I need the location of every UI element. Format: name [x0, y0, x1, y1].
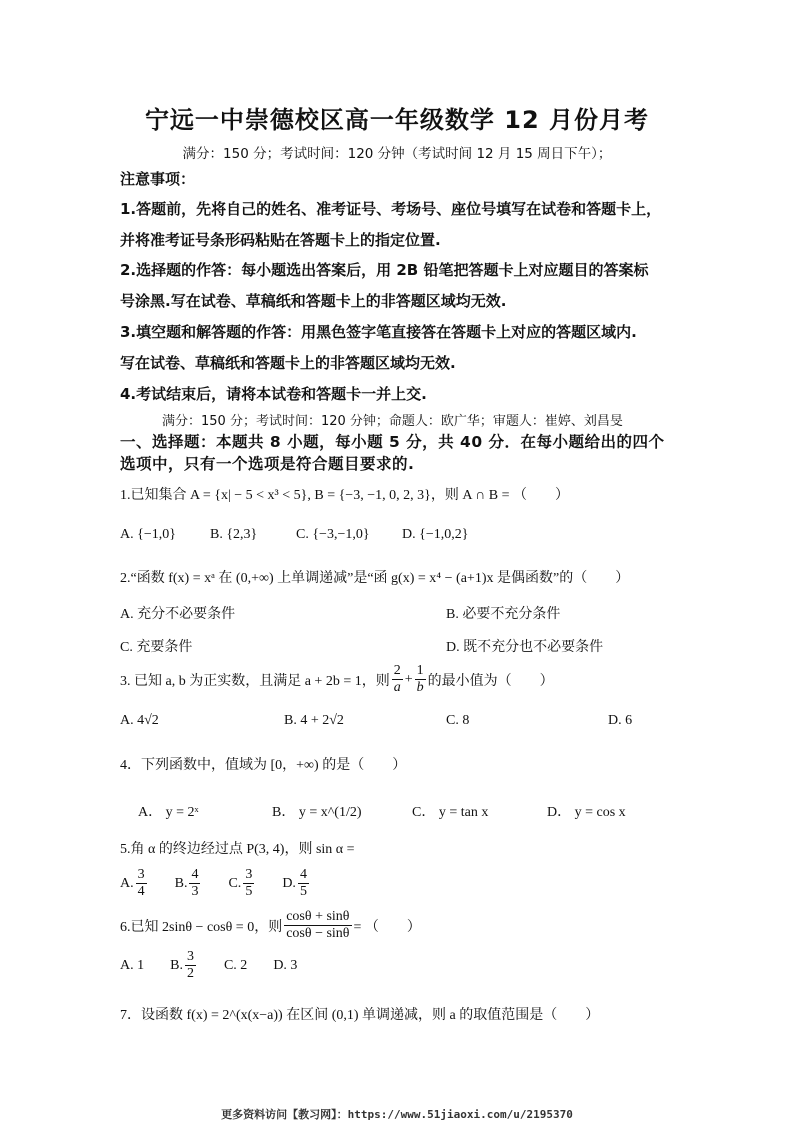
question-1-stem: 1.已知集合 A = {x| − 5 < x³ < 5}, B = {−3, −1, 0, 2, 3}，则 A ∩ B = （ ） [120, 488, 570, 503]
notice-line-1: 1.答题前，先将自己的姓名、准考证号、考场号、座位号填写在试卷和答题卡上， [120, 200, 662, 218]
question-5-option-d-label: D. [282, 875, 296, 891]
question-5-option-b-label: B. [174, 875, 188, 891]
question-3-option-d: D. 6 [608, 713, 633, 728]
question-3-plus: + [404, 671, 413, 687]
question-6-option-d: D. 3 [273, 957, 298, 973]
question-5-option-d [282, 868, 311, 899]
question-6-option-b-label: B. [170, 957, 183, 973]
question-3-fraction-2 [415, 664, 426, 695]
question-5-stem: 5.角 α 的终边经过点 P(3, 4)，则 sin α = [120, 842, 355, 857]
question-5-option-b [175, 868, 203, 899]
question-4-stem: 4．下列函数中，值域为 [0，+∞) 的是（ ） [120, 758, 407, 773]
question-6-option-c: C. 2 [223, 957, 248, 973]
question-6-fraction-denominator: cosθ − sinθ [286, 926, 350, 941]
notice-line-4: 号涂黑.写在试卷、草稿纸和答题卡上的非答题区域均无效. [120, 292, 507, 310]
question-2-option-b: B. 必要不充分条件 [446, 607, 561, 622]
notice-line-2: 并将准考证号条形码粘贴在答题卡上的指定位置. [120, 231, 441, 249]
question-3-option-c: C. 8 [446, 713, 470, 728]
question-5-option-c-numerator: 3 [245, 867, 253, 882]
question-6-stem-lead: 6.已知 2sinθ − cosθ = 0，则 [120, 919, 283, 935]
notice-line-7: 4.考试结束后，请将本试卷和答题卡一并上交. [120, 385, 427, 403]
question-5-option-d-numerator: 4 [299, 867, 307, 882]
question-4-option-a: A． y = 2ˣ [138, 805, 199, 820]
question-3-fraction-1 [392, 664, 403, 695]
question-5-option-a-denominator: 4 [137, 884, 145, 899]
question-5-option-c [228, 868, 256, 899]
question-1-option-a: A. {−1,0} [120, 527, 176, 542]
exam-subtitle: 满分：150 分；考试时间：120 分钟（考试时间 12 月 15 周日下午）； [182, 146, 612, 162]
question-6-stem [120, 910, 421, 941]
question-5-option-c-denominator: 5 [245, 884, 253, 899]
section-heading-line-2: 选项中，只有一个选项是符合题目要求的. [120, 455, 415, 473]
question-3-option-b: B. 4 + 2√2 [284, 713, 344, 728]
footer-link[interactable]: 更多资料访问【教习网】：https://www.51jiaoxi.com/u/2195370 [221, 1108, 573, 1121]
question-2-option-c: C. 充要条件 [120, 640, 193, 655]
question-3-stem-lead: 3. 已知 a, b 为正实数，且满足 a + 2b = 1，则 [120, 673, 390, 689]
question-5-option-b-denominator: 3 [191, 884, 199, 899]
question-6-option-b [170, 950, 198, 981]
question-5-option-a-fraction [136, 868, 147, 899]
question-6-stem-tail: = （ ） [353, 919, 421, 935]
question-6-option-b-fraction [185, 950, 196, 981]
question-5-option-d-fraction [298, 868, 309, 899]
question-3-stem [120, 664, 554, 695]
question-6-option-b-denominator: 2 [186, 966, 194, 981]
question-5-option-a-numerator: 3 [137, 867, 145, 882]
question-4-option-c: C． y = tan x [412, 805, 489, 820]
question-6-option-b-numerator: 3 [186, 949, 194, 964]
question-3-option-a: A. 4√2 [120, 713, 159, 728]
question-3-fraction-2-denominator: b [416, 680, 424, 695]
question-6-options [120, 950, 297, 981]
question-1-option-c: C. {−3,−1,0} [296, 527, 370, 542]
notice-heading: 注意事项： [120, 170, 196, 188]
question-1-option-b: B. {2,3} [210, 527, 258, 542]
exam-meta: 满分：150 分；考试时间：120 分钟；命题人：欧广华；审题人：崔婷、刘昌旻 [162, 414, 623, 429]
question-7-stem: 7．设函数 f(x) = 2^(x(x−a)) 在区间 (0,1) 单调递减，则 a 的取值范围是（ ） [120, 1008, 600, 1023]
question-3-fraction-1-denominator: a [393, 680, 401, 695]
question-5-option-a [120, 868, 149, 899]
question-5-option-b-fraction [189, 868, 200, 899]
question-4-option-d: D． y = cos x [547, 805, 626, 820]
question-3-stem-tail: 的最小值为（ ） [427, 673, 554, 689]
question-2-option-d: D. 既不充分也不必要条件 [446, 640, 604, 655]
question-2-option-a: A. 充分不必要条件 [120, 607, 236, 622]
question-5-option-a-label: A. [120, 875, 134, 891]
question-1-option-d: D. {−1,0,2} [402, 527, 469, 542]
notice-line-5: 3.填空题和解答题的作答：用黑色签字笔直接答在答题卡上对应的答题区域内. [120, 323, 637, 341]
question-6-fraction [284, 910, 351, 941]
notice-line-6: 写在试卷、草稿纸和答题卡上的非答题区域均无效. [120, 354, 456, 372]
question-6-fraction-numerator: cosθ + sinθ [286, 909, 350, 924]
question-3-fraction-2-numerator: 1 [416, 663, 424, 678]
exam-title: 宁远一中崇德校区高一年级数学 12 月份月考 [144, 106, 650, 134]
question-4-option-b: B． y = x^(1/2) [272, 805, 362, 820]
question-5-option-d-denominator: 5 [299, 884, 307, 899]
question-6-option-a: A. 1 [120, 957, 145, 973]
question-5-option-c-fraction [243, 868, 254, 899]
question-2-stem: 2.“函数 f(x) = xᵃ 在 (0,+∞) 上单调递减”是“函 g(x) = x⁴ − (a+1)x 是偶函数”的（ ） [120, 571, 630, 586]
section-heading-line-1: 一、选择题：本题共 8 小题，每小题 5 分，共 40 分．在每小题给出的四个 [120, 433, 665, 451]
question-5-options [120, 868, 311, 899]
question-5-option-c-label: C. [228, 875, 242, 891]
question-3-fraction-1-numerator: 2 [393, 663, 401, 678]
question-5-option-b-numerator: 4 [191, 867, 199, 882]
notice-line-3: 2.选择题的作答：每小题选出答案后，用 2B 铅笔把答题卡上对应题目的答案标 [120, 261, 649, 279]
